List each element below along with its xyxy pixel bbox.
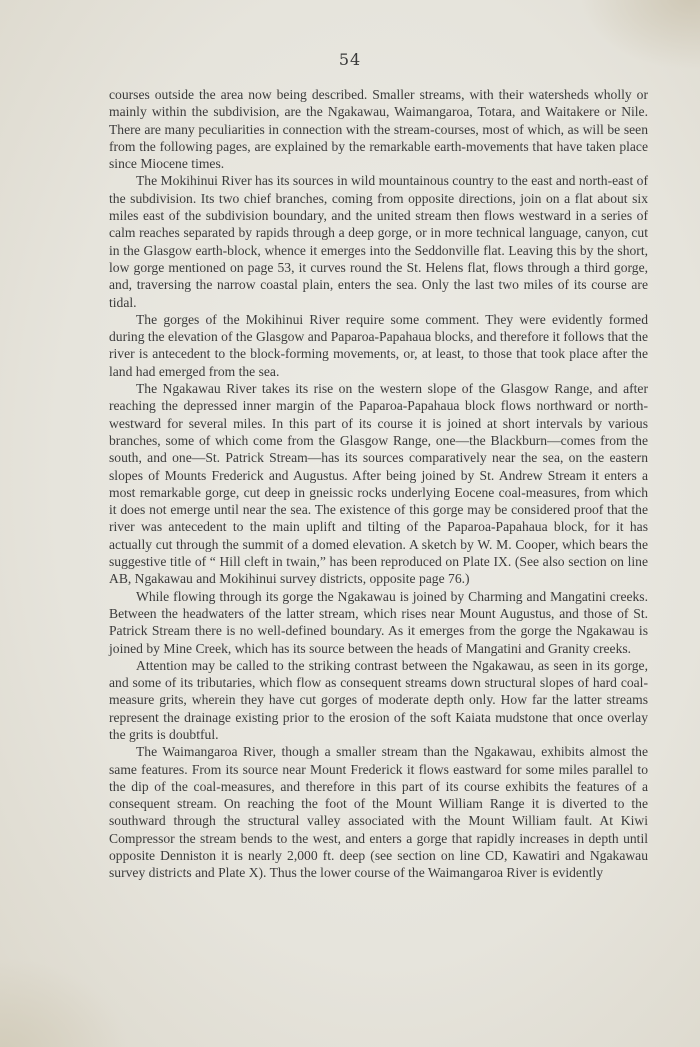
paragraph-6: Attention may be called to the striking contrast between the Ngakawau, as seen in its gorge, and some of its tributaries, which flow as consequent streams down structural slopes of hard coal-measure grits, wherein they have cut gorges of moderate depth only. How far the latter streams represent the drainage existing prior to the erosion of the soft Kaiata mudstone that once overlay the grits is doubtful.	[109, 657, 648, 742]
paragraph-4: The Ngakawau River takes its rise on the western slope of the Glasgow Range, and after reaching the depressed inner margin of the Paparoa-Papahaua block flows northward or north-westward for several miles. In this part of its course it is joined at short intervals by various branches, some of which come from the Glasgow Range, one—the Blackburn—comes from the south, and one—St. Patrick Stream—has its sources comparatively near the sea, on the eastern slopes of Mounts Frederick and Augustus. After being joined by St. Andrew Stream it enters a most remarkable gorge, cut deep in gneissic rocks underlying Eocene coal-measures, from which it does not emerge until near the sea. The existence of this gorge may be considered proof that the river was antecedent to the main uplift and tilting of the Paparoa-Papahaua block, for it has actually cut through the summit of a domed elevation. A sketch by W. M. Cooper, which bears the suggestive title of “ Hill cleft in twain,” has been reproduced on Plate IX. (See also section on line AB, Ngakawau and Mokihinui survey districts, opposite page 76.)	[109, 381, 648, 587]
paragraph-3: The gorges of the Mokihinui River require some comment. They were evidently formed during the elevation of the Glasgow and Paparoa-Papahaua blocks, and therefore it follows that the river is antecedent to the block-forming movements, or, at least, to those that took place after the land had emerged from the sea.	[109, 311, 648, 379]
paragraph-5: While flowing through its gorge the Ngakawau is joined by Charming and Mangatini creeks. Between the headwaters of the latter stream, which rises near Mount Augustus, and those of St. Patrick Stream there is no well-defined boundary. As it emerges from the gorge the Ngakawau is joined by Mine Creek, which has its source between the heads of Mangatini and Granity creeks.	[109, 588, 648, 656]
paper-stain-bottom-left	[0, 957, 130, 1047]
page-number: 54	[338, 50, 362, 69]
body-text	[109, 86, 648, 882]
paragraph-1: courses outside the area now being described. Smaller streams, with their watersheds wholly or mainly within the subdivision, are the Ngakawau, Waimangaroa, Totara, and Waitakere or Nile. There are many peculiarities in connection with the stream-courses, most of which, as will be seen from the following pages, are explained by the remarkable earth-movements that have taken place since Miocene times.	[109, 87, 648, 172]
paragraph-7: The Waimangaroa River, though a smaller stream than the Ngakawau, exhibits almost the same features. From its source near Mount Frederick it flows eastward for some miles parallel to the dip of the coal-measures, and therefore in this part of its course exhibits the features of a consequent stream. On reaching the foot of the Mount William Range it is diverted to the southward through the structural valley associated with the Mount William fault. At Kiwi Compressor the stream bends to the west, and enters a gorge that rapidly increases in depth until opposite Denniston it is nearly 2,000 ft. deep (see section on line CD, Kawatiri and Ngakawau survey districts and Plate X). Thus the lower course of the Waimangaroa River is evidently	[109, 744, 648, 881]
paragraph-2: The Mokihinui River has its sources in wild mountainous country to the east and north-east of the subdivision. Its two chief branches, coming from opposite directions, join on a flat about six miles east of the subdivision boundary, and the united stream then flows westward in a series of calm reaches separated by rapids through a deep gorge, or in more technical language, canyon, cut in the Glasgow earth-block, whence it emerges into the Seddonville flat. Leaving this by the short, low gorge mentioned on page 53, it curves round the St. Helens flat, flows through a third gorge, and, traversing the narrow coastal plain, enters the sea. Only the last two miles of its course are tidal.	[109, 173, 648, 310]
